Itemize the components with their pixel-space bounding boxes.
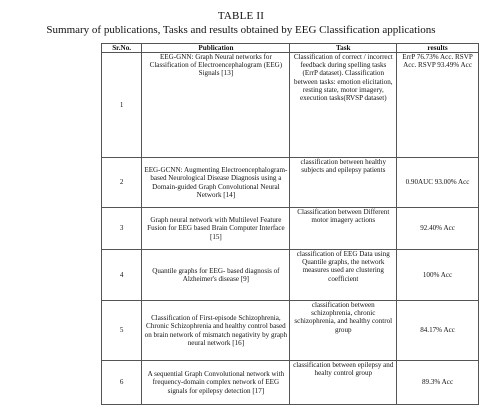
row-number: 2 <box>102 158 142 208</box>
row-number: 1 <box>102 53 142 158</box>
row-number: 6 <box>102 361 142 405</box>
row-results: 100% Acc <box>397 250 479 301</box>
row-number: 4 <box>102 250 142 301</box>
header-task: Task <box>290 44 397 53</box>
table-row <box>102 250 479 301</box>
row-publication: Graph neural network with Multilevel Feature Fusion for EEG based Brain Computer Interface [15] <box>142 208 290 250</box>
row-task: classification between schizophrenia, chronic schizophrenia, and healthy control group <box>290 301 397 361</box>
row-task: Classification of correct / incorrect feedback during spelling tasks (ErrP dataset). Classification between tasks: emotion elicitation, resting state, motor imagery, execution tasks(RVSP dataset) <box>290 53 397 158</box>
publications-table <box>101 43 479 405</box>
row-publication: EEG-GCNN: Augmenting Electroencephalogram- based Neurological Disease Diagnosis using a Domain-guided Graph Convolutional Neural Network [14] <box>142 158 290 208</box>
table-row <box>102 361 479 405</box>
row-results: 84.17% Acc <box>397 301 479 361</box>
row-results: 0.90AUC 93.00% Acc <box>397 158 479 208</box>
row-publication: Classification of First-episode Schizophrenia, Chronic Schizophrenia and healthy control based on brain network of mismatch negativity by graph neural network [16] <box>142 301 290 361</box>
row-results: ErrP 76.73% Acc. RSVP Acc. RSVP 93.49% Acc <box>397 53 479 158</box>
table-caption: Summary of publications, Tasks and results obtained by EEG Classification applications <box>46 24 436 36</box>
header-sr-no: Sr.No. <box>102 44 142 53</box>
row-task: classification between epilepsy and healty control group <box>290 361 397 405</box>
row-task: classification of EEG Data using Quantile graphs, the network measures used are clustering coefficient <box>290 250 397 301</box>
row-publication: Quantile graphs for EEG- based diagnosis of Alzheimer's disease [9] <box>142 250 290 301</box>
table-row <box>102 158 479 208</box>
header-results: results <box>397 44 479 53</box>
table-row <box>102 208 479 250</box>
row-number: 5 <box>102 301 142 361</box>
header-row <box>102 44 479 53</box>
row-task: Classification between Different motor imagery actions <box>290 208 397 250</box>
row-publication: A sequential Graph Convolutional network with frequency-domain complex network of EEG signals for epilepsy detection [17] <box>142 361 290 405</box>
row-results: 92.40% Acc <box>397 208 479 250</box>
header-publication: Publication <box>142 44 290 53</box>
table-row <box>102 301 479 361</box>
row-results: 89.3% Acc <box>397 361 479 405</box>
table-title: TABLE II <box>217 10 265 22</box>
row-publication: EEG-GNN: Graph Neural networks for Classification of Electroencephalogram (EEG) Signals [13] <box>142 53 290 158</box>
row-number: 3 <box>102 208 142 250</box>
table-row <box>102 53 479 158</box>
row-task: classification between healthy subjects and epilepsy patients <box>290 158 397 208</box>
